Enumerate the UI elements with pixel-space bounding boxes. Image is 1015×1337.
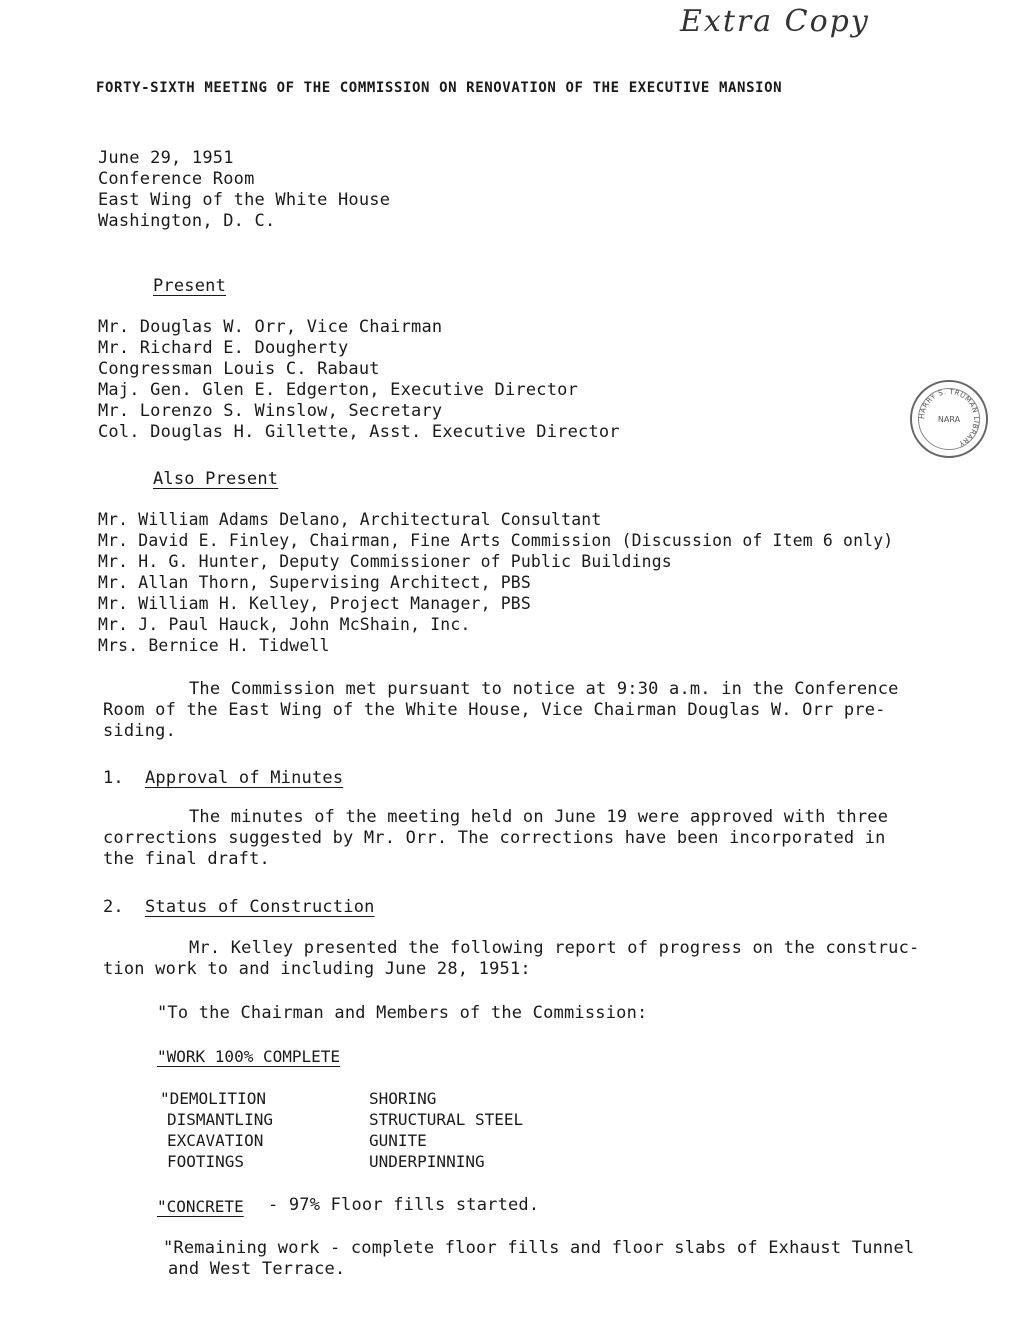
list-item: GUNITE bbox=[369, 1131, 427, 1150]
concrete-label: "CONCRETE bbox=[157, 1197, 244, 1216]
section-2-heading: Status of Construction bbox=[145, 897, 375, 917]
list-item: "DEMOLITION bbox=[160, 1089, 266, 1108]
list-item: Mr. William H. Kelley, Project Manager, PBS bbox=[98, 594, 531, 613]
paragraph-line: the final draft. bbox=[103, 849, 270, 869]
present-heading: Present bbox=[153, 276, 227, 296]
handwritten-annotation: Extra Copy bbox=[680, 4, 870, 39]
paragraph-line: Room of the East Wing of the White House, Vice Chairman Douglas W. Orr pre- bbox=[103, 700, 886, 720]
complete-items-right bbox=[369, 1088, 523, 1172]
stamp-center-text: NARA bbox=[937, 415, 961, 424]
list-item: Congressman Louis C. Rabaut bbox=[98, 359, 380, 379]
section-1-number: 1. bbox=[103, 768, 124, 788]
paragraph-line: siding. bbox=[103, 721, 177, 741]
paragraph-line: corrections suggested by Mr. Orr. The corrections have been incorporated in bbox=[103, 828, 886, 848]
list-item: FOOTINGS bbox=[167, 1152, 245, 1171]
svg-text:HARRY S. TRUMAN LIBRARY bbox=[918, 388, 980, 448]
concrete-status: - 97% Floor fills started. bbox=[268, 1195, 540, 1215]
library-stamp bbox=[910, 380, 988, 458]
list-item: SHORING bbox=[369, 1089, 437, 1108]
present-list bbox=[98, 317, 620, 443]
paragraph-line: The minutes of the meeting held on June 19 were approved with three bbox=[189, 807, 889, 827]
list-item: Mr. Douglas W. Orr, Vice Chairman bbox=[98, 317, 443, 337]
meeting-building: East Wing of the White House bbox=[98, 190, 391, 210]
also-present-heading: Also Present bbox=[153, 469, 279, 489]
intro-paragraph bbox=[103, 679, 899, 742]
list-item: UNDERPINNING bbox=[369, 1152, 485, 1171]
list-item: DISMANTLING bbox=[167, 1110, 273, 1129]
list-item: Maj. Gen. Glen E. Edgerton, Executive Director bbox=[98, 380, 579, 400]
meeting-room: Conference Room bbox=[98, 169, 255, 189]
list-item: Mr. Allan Thorn, Supervising Architect, PBS bbox=[98, 573, 531, 592]
meeting-date: June 29, 1951 bbox=[98, 148, 234, 168]
paragraph-line: Mr. Kelley presented the following report of progress on the construc- bbox=[189, 938, 920, 958]
section-2-number: 2. bbox=[103, 897, 124, 917]
paragraph-line: tion work to and including June 28, 1951: bbox=[103, 959, 531, 979]
paragraph-line: "Remaining work - complete floor fills and floor slabs of Exhaust Tunnel bbox=[163, 1238, 915, 1258]
section-1-heading: Approval of Minutes bbox=[145, 768, 344, 788]
stamp-ring-text: HARRY S. TRUMAN LIBRARY bbox=[917, 387, 981, 448]
document-title: FORTY-SIXTH MEETING OF THE COMMISSION ON RENOVATION OF THE EXECUTIVE MANSION bbox=[96, 80, 783, 96]
remaining-work bbox=[163, 1238, 914, 1280]
list-item: Mr. David E. Finley, Chairman, Fine Arts Commission (Discussion of Item 6 only) bbox=[98, 531, 894, 550]
work-complete-heading: "WORK 100% COMPLETE bbox=[157, 1047, 341, 1066]
list-item: EXCAVATION bbox=[167, 1131, 264, 1150]
meeting-city: Washington, D. C. bbox=[98, 211, 276, 231]
list-item: Mr. Lorenzo S. Winslow, Secretary bbox=[98, 401, 443, 421]
list-item: Mr. H. G. Hunter, Deputy Commissioner of Public Buildings bbox=[98, 552, 672, 571]
stamp-graphic bbox=[912, 382, 986, 456]
meeting-details bbox=[98, 148, 390, 232]
complete-items-left bbox=[160, 1088, 273, 1172]
also-present-list bbox=[98, 509, 893, 656]
paragraph-line: and West Terrace. bbox=[168, 1259, 346, 1279]
list-item: Mr. Richard E. Dougherty bbox=[98, 338, 349, 358]
section-2-body bbox=[103, 938, 919, 980]
list-item: Mr. William Adams Delano, Architectural Consultant bbox=[98, 510, 602, 529]
list-item: Mr. J. Paul Hauck, John McShain, Inc. bbox=[98, 615, 471, 634]
list-item: Col. Douglas H. Gillette, Asst. Executive Director bbox=[98, 422, 620, 442]
report-salutation: "To the Chairman and Members of the Commission: bbox=[157, 1003, 648, 1023]
paragraph-line: The Commission met pursuant to notice at 9:30 a.m. in the Conference bbox=[189, 679, 899, 699]
list-item: Mrs. Bernice H. Tidwell bbox=[98, 636, 330, 655]
list-item: STRUCTURAL STEEL bbox=[369, 1110, 524, 1129]
section-1-body bbox=[103, 807, 888, 870]
